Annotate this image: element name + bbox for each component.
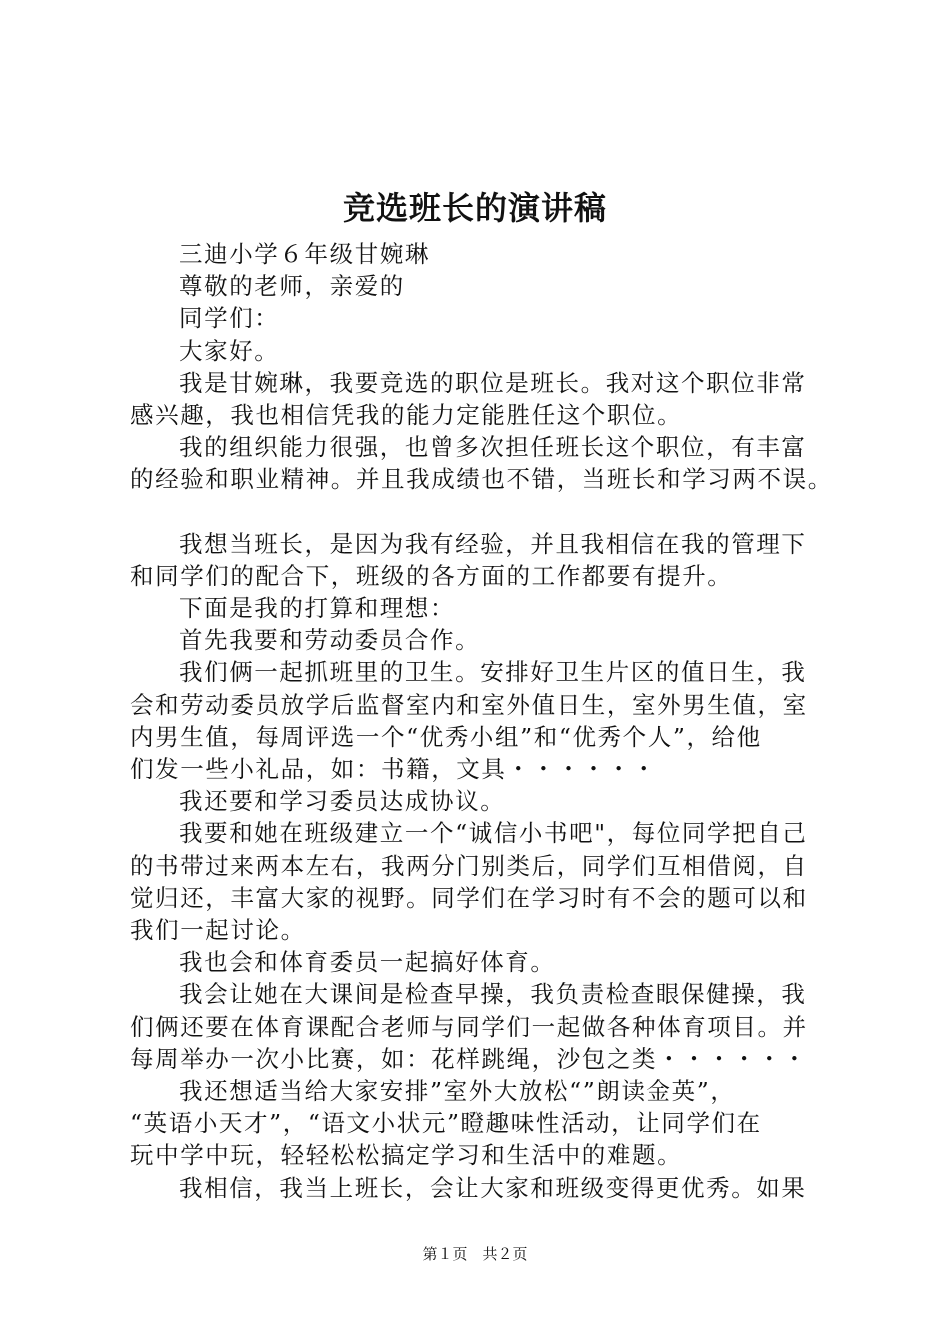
paragraph xyxy=(130,270,840,302)
paragraph-line: 我要和她在班级建立一个“诚信小书吧"，每位同学把自己 xyxy=(179,819,808,848)
paragraph-line: 的书带过来两本左右，我两分门别类后，同学们互相借阅，自 xyxy=(130,851,808,880)
paragraph xyxy=(130,238,840,270)
paragraph-line: 我还要和学习委员达成协议。 xyxy=(179,787,506,816)
paragraph xyxy=(130,302,840,334)
paragraph xyxy=(130,946,840,978)
paragraph-line: 每周举办一次小比赛，如：花样跳绳，沙包之类・・・・・・ xyxy=(130,1044,808,1073)
paragraph-line: 们发一些小礼品，如：书籍，文具・・・・・・ xyxy=(130,755,658,784)
paragraph-line: 的经验和职业精神。并且我成绩也不错，当班长和学习两不误。 xyxy=(130,465,833,494)
document-body xyxy=(130,238,840,1204)
paragraph-line: 我们俩一起抓班里的卫生。安排好卫生片区的值日生，我 xyxy=(179,658,807,687)
paragraph-line: 我相信，我当上班长，会让大家和班级变得更优秀。如果 xyxy=(179,1173,807,1202)
paragraph xyxy=(130,1172,840,1204)
paragraph xyxy=(130,431,840,495)
paragraph xyxy=(130,1075,840,1172)
paragraph xyxy=(130,528,840,592)
page-footer: 第１页 共２页 xyxy=(422,1245,528,1263)
paragraph-line: 三迪小学６年级甘婉琳 xyxy=(179,240,430,268)
paragraph-line: 们俩还要在体育课配合老师与同学们一起做各种体育项目。并 xyxy=(130,1012,808,1041)
paragraph-line: 觉归还，丰富大家的视野。同学们在学习时有不会的题可以和 xyxy=(130,883,808,912)
paragraph-line: “英语小天才”，“语文小状元”瞪趣味性活动，让同学们在 xyxy=(130,1109,762,1138)
paragraph xyxy=(130,335,840,367)
paragraph-line: 下面是我的打算和理想： xyxy=(179,594,456,623)
paragraph-line: 我会让她在大课间是检查早操，我负责检查眼保健操，我 xyxy=(179,980,807,1009)
paragraph-line: 玩中学中玩，轻轻松松搞定学习和生活中的难题。 xyxy=(130,1141,683,1170)
paragraph-line: 同学们： xyxy=(179,304,280,333)
paragraph xyxy=(130,978,840,1075)
paragraph-line: 感兴趣，我也相信凭我的能力定能胜任这个职位。 xyxy=(130,401,683,430)
paragraph xyxy=(130,785,840,817)
paragraph-line: 首先我要和劳动委员合作。 xyxy=(179,626,481,655)
paragraph-line: 内男生值，每周评选一个“优秀小组”和“优秀个人”，给他 xyxy=(130,722,762,751)
paragraph-line: 我也会和体育委员一起搞好体育。 xyxy=(179,948,556,977)
paragraph-line: 我想当班长，是因为我有经验，并且我相信在我的管理下 xyxy=(179,529,807,558)
paragraph-gap xyxy=(130,496,840,528)
paragraph xyxy=(130,624,840,656)
paragraph-line: 我还想适当给大家安排”室外大放松“”朗读金英”， xyxy=(179,1077,736,1106)
paragraph xyxy=(130,817,840,946)
paragraph-line: 我的组织能力很强，也曾多次担任班长这个职位，有丰富 xyxy=(179,433,807,462)
paragraph xyxy=(130,367,840,431)
paragraph-line: 和同学们的配合下，班级的各方面的工作都要有提升。 xyxy=(130,561,733,590)
paragraph-line: 我们一起讨论。 xyxy=(130,916,306,945)
paragraph xyxy=(130,592,840,624)
paragraph-line: 尊敬的老师，亲爱的 xyxy=(179,272,405,301)
paragraph-line: 大家好。 xyxy=(179,336,280,365)
document-title: 竞选班长的演讲稿 xyxy=(342,189,607,227)
paragraph-line: 我是甘婉琳，我要竞选的职位是班长。我对这个职位非常 xyxy=(179,368,807,397)
paragraph-line: 会和劳动委员放学后监督室内和室外值日生，室外男生值，室 xyxy=(130,690,808,719)
paragraph xyxy=(130,656,840,785)
